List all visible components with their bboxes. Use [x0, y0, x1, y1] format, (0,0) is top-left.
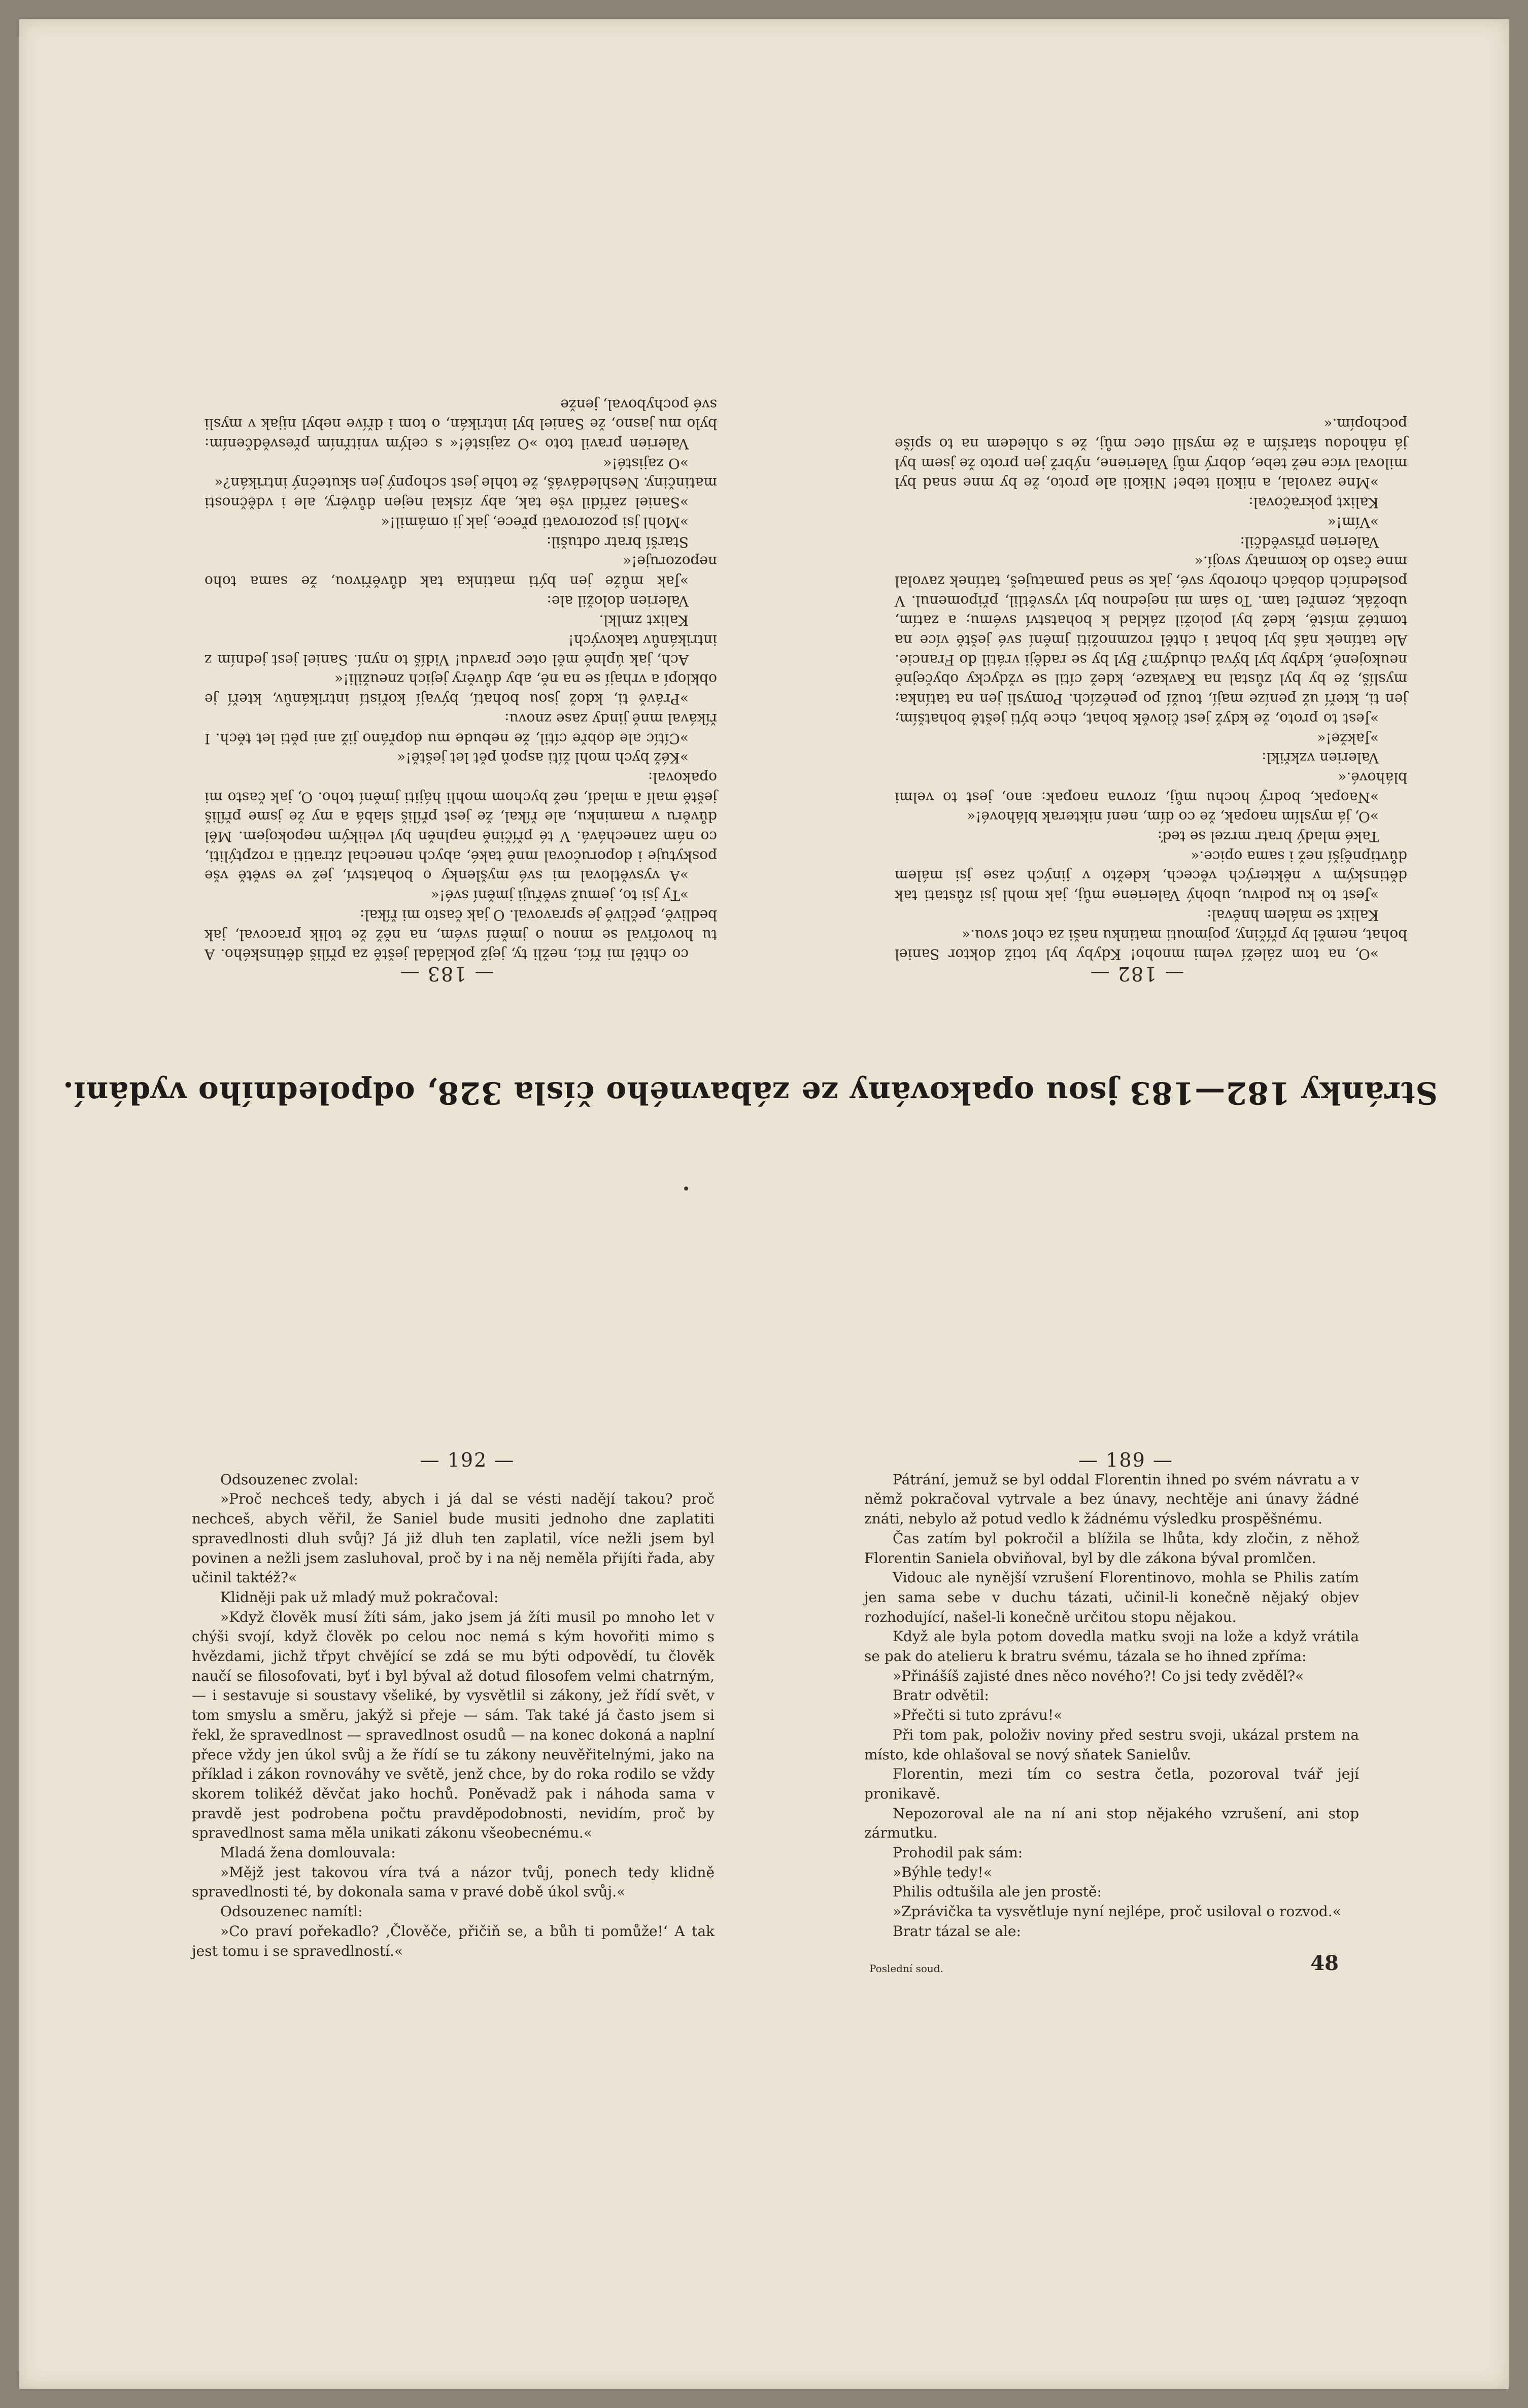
paragraph: Při tom pak, položiv noviny před sestru svoji, ukázal prstem na místo, kde ohlašoval se nový sňatek Sanielův. [864, 1726, 1359, 1763]
paragraph: Starší bratr odtušil: [546, 533, 689, 551]
column-text [895, 414, 1407, 964]
paragraph: Kalixt se málem hněval: [1206, 906, 1379, 924]
column-page-189 [864, 1450, 1359, 1977]
column-page-192 [192, 1450, 715, 1961]
column-text [192, 1470, 715, 1961]
newspaper-sheet [19, 19, 1509, 2389]
page-number: — 189 — [1078, 1449, 1173, 1471]
paragraph: Pátrání, jemuž se byl oddal Florentin ihned po svém návratu a v němž pokračoval vytrvale a bez únavy, nechtěje ani únavy žádné znáti, nebylo až potud vedlo k žádnému výsledku prospěšnému. [864, 1471, 1359, 1528]
ink-spot [684, 1186, 688, 1191]
paragraph: Prohodil pak sám: [893, 1844, 1023, 1861]
paragraph: Vidouc ale nynější vzrušení Florentinovo, mohla se Philis zatím jen sama sebe v duchu tázati, učinil-li konečně nějaký objev rozhodující, našel-li konečně určitou stopu nějakou. [864, 1569, 1359, 1625]
paragraph: »O, na tom záleží velmi mnoho! Kdyby byl totiž doktor Saniel bohat, neměl by příčiny, pojmouti matinku naši za choť svou.« [895, 926, 1407, 963]
paragraph: »A vysvětloval mi své myšlenky o bohatství, jež ve světě vše poskytuje i doporučoval mně také, abych nenechal ztratiti a rozptýliti, co nám zanechává. V té příčině naplněn byl velikým nepokojem. Měl důvěru v maminku, ale říkal, že jest příliš slabá a my že jsme příliš ještě malí a mladí, než bychom mohli hájiti jmění toho. O, jak často mi opakoval: [205, 769, 717, 885]
paragraph: »Vím!« [1327, 514, 1379, 531]
footer-signature: Poslední soud. [869, 1962, 943, 1975]
paragraph: co chtěl mi říci, nežli ty, jejž pokládal ještě za příliš dětinského. A tu hovořival se mnou o jmění svém, na něž že tolik pracoval, jak bedlivě, pečlivě je spravoval. O jak často mi říkal: [205, 906, 717, 963]
paragraph: Kalixt pokračoval: [1248, 494, 1379, 512]
paragraph: Philis odtušila ale jen prostě: [893, 1883, 1102, 1901]
paragraph: »Naopak, bodrý hochu můj, zrovna naopak: ano, jest to velmi bláhové.« [895, 769, 1407, 806]
paragraph: Ach, jak úplně měl otec pravdu! Vidíš to nyní. Saniel jest jedním z intrikánův takových! [205, 632, 717, 668]
paragraph: »Přinášíš zajisté dnes něco nového?! Co jsi tedy zvěděl?« [893, 1667, 1304, 1684]
page-number: — 192 — [420, 1449, 515, 1471]
paragraph: »Jest to ku podivu, ubohý Valeriene můj, jak mohl jsi zůstati tak dětinským v některých věcech, kdežto v jiných zase jsi málem důvtipnější než i sama opice.« [895, 847, 1407, 904]
paragraph: Bratr tázal se ale: [893, 1922, 1021, 1940]
paragraph: Valerien pravil toto »O zajisté!« s celým vnitřním přesvědčením: bylo mu jasno, že Saniel byl intrikán, o tom i dříve nebyl nijak v mysli své pochyboval, jenže [205, 396, 717, 453]
paragraph: Nepozoroval ale na ní ani stop nějakého vzrušení, ani stop zármutku. [864, 1805, 1359, 1842]
paragraph: Klidněji pak už mladý muž pokračoval: [220, 1588, 499, 1606]
paragraph: »O, já myslím naopak, že co dím, není nikterak bláhové!« [967, 808, 1379, 826]
paragraph: »O zajisté!« [603, 455, 689, 472]
paragraph: »Zprávička ta vysvětluje nyní nejlépe, proč usiloval o rozvod.« [893, 1903, 1341, 1920]
column-page-183 [205, 394, 717, 983]
paragraph: »Jakže!« [1317, 730, 1379, 747]
column-page-182 [895, 414, 1407, 983]
paragraph: »Býhle tedy!« [893, 1863, 992, 1881]
page-footer [864, 1951, 1359, 1977]
paragraph: Kalixt zmlkl. [599, 612, 689, 629]
paragraph: »Mohl jsi pozorovati přece, jak ji omámil!« [381, 514, 689, 531]
paragraph: Florentin, mezi tím co sestra četla, pozoroval tvář její pronikavě. [864, 1766, 1359, 1802]
column-text [205, 394, 717, 964]
paragraph: »Proč nechceš tedy, abych i já dal se vésti nadějí takou? proč nechceš, abych věřil, že Saniel bude musiti jednoho dne zaplatiti spravedlnosti dluh svůj? Já již dluh ten zaplatil, více nežli jsem byl povinen a nežli jsem zasluhoval, proč by i na něj neměla přijíti řada, aby učinil taktéž?« [192, 1490, 715, 1586]
paragraph: »Cítíc ale dobře cítil, že nebude mu dopřáno již ani pěti let těch. I říkával mně jindy zase znovu: [205, 710, 717, 747]
paragraph: »Právě ti, kdož jsou bohatí, bývají kořistí intrikánův, kteří je obklopí a vrhají se na ně, aby důvěry jejich zneužili!« [205, 671, 717, 708]
paragraph: »Co praví pořekadlo? ‚Člověče, přičiň se, a bůh ti pomůže!‘ A tak jest tomu i se spravedlností.« [192, 1922, 715, 1959]
paragraph: »Saniel zařídil vše tak, aby získal nejen důvěry, ale i vděčnosti matinčiny. Neshledáváš, že tohle jest schopný jen skutečný intrikán?« [205, 474, 717, 512]
paragraph: Valerien přisvědčil: [1240, 533, 1379, 551]
page-number: — 183 — [399, 963, 494, 985]
paragraph: »Když člověk musí žíti sám, jako jsem já žíti musil po mnoho let v chýši svojí, když člověk po celou noc nemá s kým hovořiti mimo s hvězdami, jichž třpyt chvějící se zdá se mu býti odpovědí, tu člověk naučí se filosofovati, byť i byl býval až dotud filosofem velmi chatrným, — i sestavuje si soustavy všeliké, by vysvětlil si zákony, jež řídí svět, v tom smyslu a směru, jakýž si přeje — sám. Tak také já často jsem si řekl, že spravedlnost — spravedlnost osudů — na konec dokoná a naplní přece vždy jen úkol svůj a že řídí se tu zákony neuvěřitelnými, jako na příklad i zákon rovnováhy ve světě, jenž chce, by do roka rodilo se vždy skorem tolikéž děvčat jako hochů. Poněvadž pak i náhoda sama v pravdě jest podrobena počtu pravděpodobnosti, nevidím, proč by spravedlnost sama měla unikati zákonu všeobecnému.« [192, 1608, 715, 1842]
paragraph: »Mějž jest takovou víra tvá a názor tvůj, ponech tedy klidně spravedlnosti té, by dokonala sama v pravé době úkol svůj.« [192, 1863, 715, 1901]
column-text [864, 1470, 1359, 1942]
paragraph: Mladá žena domlouvala: [220, 1844, 396, 1861]
paragraph: »Jest to proto, že když jest člověk bohat, chce býti ještě bohatším; jen ti, kteří už peníze mají, touží po penězích. Pomysli jen na tatínka: myslíš, že by byl zůstal na Kavkaze, kdež cítil se vždycky obyčejně neukojeně, kdyby byl býval chudým? Byl by se raději vrátil do Francie. Ale tatínek náš byl bohat i chtěl rozmnožiti jmění své ještě více na tomtéž místě, kdež byl položil základ k bohatství svému; a zatím, ubožák, zemřel tam. To sám mi nejednou byl vysvětlil, připomenul. V posledních dobách choroby své, jak se snad pamatuješ, tatínek zavolal mne často do komnaty svojí.« [895, 553, 1407, 727]
paragraph: Také mladý bratr mrzel se teď: [1157, 828, 1379, 845]
paragraph: Když ale byla potom dovedla matku svoji na lože a když vrátila se pak do atelieru k bratru svému, tázala se ho ihned zpříma: [864, 1628, 1359, 1665]
sheet-number: 48 [1310, 1951, 1339, 1975]
upside-down-half [19, 19, 1509, 1136]
paragraph: Bratr odvětil: [893, 1687, 989, 1704]
paragraph: Čas zatím byl pokročil a blížila se lhůta, kdy zločin, z něhož Florentin Saniela obviňoval, byl by dle zákona býval promlčen. [864, 1530, 1359, 1567]
paragraph: Valerien doložil ale: [547, 592, 689, 609]
paragraph: »Kéž bych mohl žíti aspoň pět let ještě!« [397, 750, 689, 767]
paragraph: Odsouzenec zvolal: [220, 1471, 359, 1488]
page-number: — 182 — [1089, 963, 1184, 985]
paragraph: »Ty jsi to, jemuž svěřuji jmění své!« [430, 887, 689, 904]
repeat-notice-banner: Stránky 182—183 jsou opakovány ze zábavného čísla 328, odpoledního vydání. [62, 1075, 1438, 1110]
paragraph: Odsouzenec namítl: [220, 1903, 363, 1920]
paragraph: »Přečti si tuto zprávu!« [893, 1707, 1063, 1724]
paragraph: »Mne zavolal, a nikoli tebe! Nikoli ale proto, že by mne snad byl miloval více než tebe, dobrý můj Valeriene, nýbrž jen proto že jsem byl já náhodou starším a že myslil otec můj, že s ohledem na to spíše pochopím.« [895, 416, 1407, 492]
paragraph: Valerien vzkřikl: [1262, 750, 1379, 767]
paragraph: »Jak může jen býti matinka tak důvěřivou, že sama toho nepozoruje!« [205, 553, 717, 590]
